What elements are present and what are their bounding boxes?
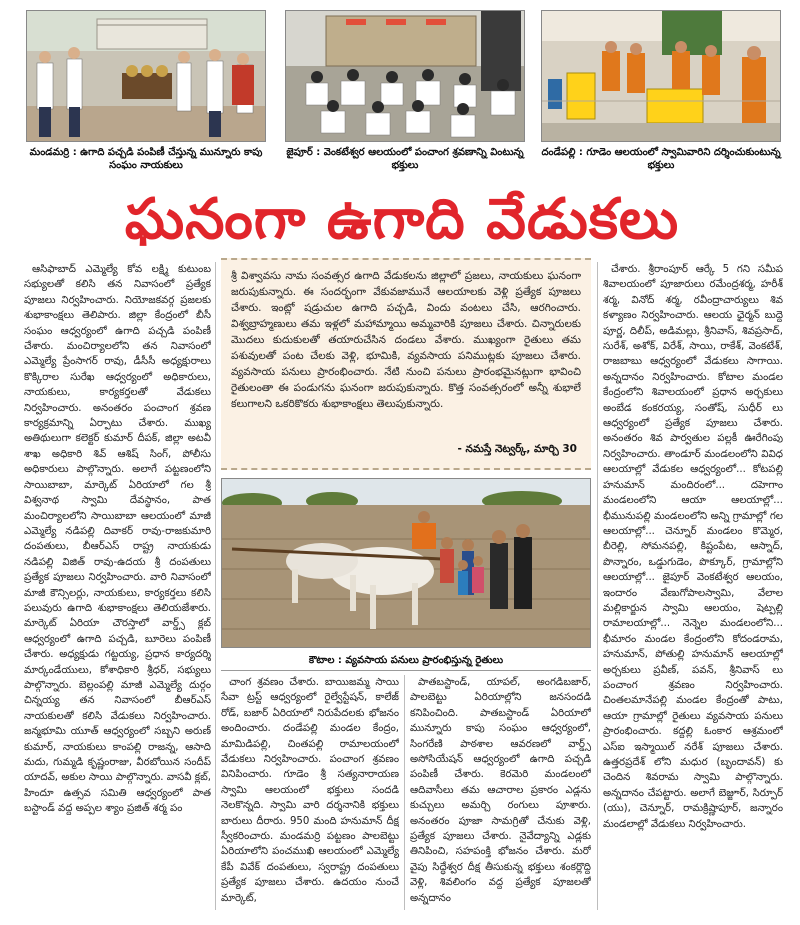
article-text: చేశారు. శ్రీరాంపూర్ ఆర్కే 5 గని సమీప శివాలయంలో పూజారులు రమేంద్రశర్మ, హరీశ్ శర్మ, వినోద్ శర్మ, రవీంద్రాచార్యులు శివ కళ్యాణం నిర్వహించారు. ఆలయ ఛైర్మన్ బుద్దె పూర్ణ, దిలీప్, అడిమల్లు, శ్రీనివాస్, శివప్రసాద్, సురేశ్, అశోక్, విరేశ్, సాయి, రాకేశ్, వెంకటేశ్, రాజబాబు ఆధ్వర్యంలో వేడుకలు సాగాయి. అన్నదానం నిర్వహించారు. కోటాల మండల కేంద్రంలోని శివాలయంలో ప్రధాన అర్చకులు అంబేడ కంకరయ్య, సంతోష్, సుధీర్ లు ఆధ్వర్యంలో ప్రత్యేక పూజలు చేశారు. అనంతరం శివ పార్వతుల పల్లకీ ఊరేగింపు నిర్వహించారు. తాండూర్ మండలంలోని వివిధ ఆలయాల్లో వేడుకల ఆధ్వర్యంలో... కోటపల్లి హనుమాన్ మందిరంలో... దహెగాం మండలంలోని ఆయా ఆలయాల్లో... భీమునుపల్లి మండలంలోని అన్ని గ్రామాల్లో గల ఆలయాల్లో... చెన్నూర్ మండలం కొమ్మెర, బీరెల్లి, సోమనపల్లి, కిష్టంపేట, ఆస్నాద్, పొన్నారం, ఒడ్డుగుడెం, పొక్కూర్, గ్రామాల్లోని ఆలయాల్లో... జైపూర్ వెంకటేశ్వర ఆలయం, ఇందారం వేణుగోపాలస్వామి, వేలాల మల్లికార్జున స్వామి ఆలయం, షెట్పల్లి రామాలయాల్లో... నెన్నెల మండలంలోని... భీమారం మండల కేంద్రంలోని కోదండరామ, హనుమాన్, పోతుల్లి హనుమాన్ ఆలయాల్లో అర్చకులు ప్రవీణ్, పవన్, శ్రీనివాస్ లు పంచాంగ శ్రవణం నిర్వహించారు. చింతలమానేపల్లి మండల కేంద్రంతో పాటు, ఆయా గ్రామాల్లో రైతులు వ్యవసాయ పనులు ప్రారంభించారు. కద్దల్లి ఓంకార ఆశ్రమంలో ఎస్ఐ ఇస్మాయిల్ నరేశ్ పూజలు చేశారు. ఉత్తరప్రదేశ్ లోని మధుర (బృందావన్) కు చెందిన శివరామ స్వామి పాల్గొన్నారు. అన్నదానం చేపట్టారు. అలాగే బెజ్జూర్, సిర్పూర్ (యు), చెన్నూర్, రామక్రిష్ణాపూర్, జన్నారం మండలాల్లో వేడుకలు నిర్వహించారు. (603, 264, 783, 830)
column-divider (597, 262, 598, 910)
article-text: పాతబస్టాండ్, యాపల్, అంగడిబజార్, పాలబెట్టు ఏరియాల్లోని జనసందడి కనిపించింది. పాతబస్టాండ్ ఏరియాలో మున్నూరు కాపు సంఘం ఆధ్వర్యంలో, సింగరేణి పాఠశాల ఆవరణలో వార్డ్స్ అసోసియేషన్ ఆధ్వర్యంలో ఉగాది పచ్చడి పంపిణీ చేశారు. కెరమెరి మండలంలో ఆదివాసీలు తమ ఆచారాల ప్రకారం ఎడ్లను కుచ్చులు అమర్చి రంగులు పూశారు. అనంతరం పూజా సామగ్రితో చేనుకు వెళ్లి, ప్రత్యేక పూజలు చేశారు. నైవేద్యాన్ని ఎడ్లకు తినిపించి, సహపంక్తి భోజనం చేశారు. మరో వైపు సిద్ధేశ్వర దీక్ష తీసుకున్న భక్తులు శంకర్లొద్ది వెళ్లి, శివలింగం వద్ద ప్రత్యేక పూజలతో అన్నదానం (410, 677, 591, 904)
article-column-left (24, 262, 211, 910)
photo-farmers-ploughing (221, 478, 591, 648)
photo-ugadi-pachadi-distribution (26, 10, 266, 142)
photo-rule (221, 670, 591, 671)
column-divider (215, 262, 216, 910)
photo-caption: మండమర్రి : ఉగాది పచ్చడి పంపిణీ చేస్తున్న మున్నూరు కాపు సంఘం నాయకులు (29, 147, 263, 171)
photo-caption: జైపూర్ : వెంకటేశ్వర ఆలయంలో పంచాంగ శ్రవణాన్ని వింటున్న భక్తులు (286, 147, 524, 171)
article-text: ఆసిఫాబాద్ ఎమ్మెల్యే కోవ లక్ష్మి కుటుంబ సభ్యులతో కలిసి తన నివాసంలో ప్రత్యేక పూజలు నిర్వహించారు. నియోజకవర్గ ప్రజలకు శుభాకాంక్షలు తెలిపారు. జిల్లా కేంద్రంలో బీసీ సంఘం ఆధ్వర్యంలో ఉగాది పచ్చడి పంపిణీ చేశారు. మంచిర్యాలలోని తన నివాసంలో ఎమ్మెల్యే ప్రేంసాగర్ రావు, డీసీసీ అధ్యక్షురాలు కొక్కిరాల సురేఖ ఆధ్వర్యంలో అధికారులు, నాయకులు, కార్యకర్తలతో వేడుకలు నిర్వహించారు. అనంతరం పంచాంగ శ్రవణ కార్యక్రమాన్ని ఏర్పాటు చేశారు. ముఖ్య అతిథులుగా కలెక్టర్ కుమార్ దీపక్, జిల్లా అటవీ శాఖ అధికారి శివ్ ఆశిష్ సింగ్, పోలీసు అధికారులు పాల్గొన్నారు. అలాగే పట్టణంలోని సాయిబాబా, మార్కెట్ ఏరియాలో గల శ్రీ విశ్వనాథ స్వామి దేవస్థానం, పాత మంచిర్యాలలోని సాయిబాబా ఆలయంలో మాజీ ఎమ్మెల్యే నడిపల్లి దివాకర్ రావు-రాజకుమారి దంపతులు, బీఆర్ఎస్ రాష్ట్ర నాయకుడు నడిపల్లి విజిత్ రావు-ఉదయ శ్రీ దంపతులు ప్రత్యేక పూజలు నిర్వహించారు. వారి నివాసంలో మాజీ కౌన్సిలర్లు, నాయకులు, కార్యకర్తలు కలిసి పలువురు ఉగాది శుభాకాంక్షలు తెలియజేశారు. మార్కెట్ ఏరియా చౌరస్తాలో వార్డ్స్ క్లబ్ ఆధ్వర్యంలో ఉగాది పచ్చడి, బూరెలు పంపిణీ చేశారు. అధ్యక్షుడు గట్టయ్య, ప్రధాన కార్యదర్శి మార్కండేయులు, కోశాధికారి శ్రీధర్, సభ్యులు పాల్గొన్నారు. బెల్లంపల్లి మాజీ ఎమ్మెల్యే దుర్గం చిన్నయ్య తన నివాసంలో బీఆర్ఎస్ నాయకులతో కలిసి వేడుకలు నిర్వహించారు. జన్మభూమి యూత్ ఆధ్వర్యంలో సబ్బని అరుణ్ కుమార్, నాయకులు కాంపల్లి రాజన్న, ఆసాది మదు, గుమ్మడి కృష్ణంరాజు, వీరబోయిన సందీప్ యాదవ్, అకుల సాయి పాల్గొన్నారు. వాసవీ క్లబ్, హిందూ ఉత్సవ సమితి ఆధ్వర్యంలో పాత బస్టాండ్ వద్ద అప్పల శ్యాం ప్రజిత్ శర్మ పం (24, 264, 211, 815)
summary-text: శ్రీ విశ్వావసు నామ సంవత్సర ఉగాది వేడుకలను జిల్లాలో ప్రజలు, నాయకులు ఘనంగా జరుపుకున్నారు. ఈ సందర్భంగా వేకువజామునే ఆలయాలకు వెళ్లి ప్రత్యేక పూజలు చేశారు. ఇంట్లో షడ్రుచుల ఉగాది పచ్చడి, విందు వంటలు చేసి, ఆరగించారు. విశ్వబ్రాహ్మణులు తమ ఇళ్లలో మహామ్మాయి అమ్మవారికి పూజలు చేశారు. చిన్నారులకు మొదలు కుదుకులతో తయారుచేసిన దండలు వేశారు. ముఖ్యంగా రైతులు తమ పశువులతో పంట చేలకు వెళ్లి, భూమికి, వ్యవసాయ పనిముట్లకు పూజలు చేశారు. వ్యవసాయ పనులు ప్రారంభించారు. నేటి నుంచి పనులు ప్రారంభమైనట్లుగా భావించి రైతులంతా ఈ పండుగను ఘనంగా జరుపుకున్నారు. కొత్త సంవత్సరంలో అన్నీ శుభాలే కలుగాలని ఒకరికొకరు శుభాకాంక్షలు తెలుపుకున్నారు. (231, 270, 581, 410)
summary-box (221, 258, 591, 470)
article-column-middle-left (221, 675, 399, 910)
column-divider (404, 675, 405, 910)
photo-caption: కౌటాల : వ్యవసాయ పనులు ప్రారంభిస్తున్న రైతులు (308, 655, 504, 666)
photo-temple-devotees (541, 10, 781, 142)
article-column-middle-right (410, 675, 591, 910)
photo-caption: దండేపల్లి : గూడెం ఆలయంలో స్వామివారిని దర్శించుకుంటున్న భక్తులు (541, 147, 781, 171)
photo-panchanga-sravanam (285, 10, 525, 142)
article-text: చాంగ శ్రవణం చేశారు. బాయిజమ్మ సాయి సేవా ట్రస్ట్ ఆధ్వర్యంలో రైల్వేస్టేషన్, కాలేజ్ రోడ్, బజార్ ఏరియాలో నిరుపేదలకు భోజనం అందించారు. దండేపల్లి మండల కేంద్రం, మామిడిపల్లి, చింతపల్లి రామాలయంలో వేడుకలు నిర్వహించారు. పంచాంగ శ్రవణం వినిపించారు. గూడెం శ్రీ సత్యనారాయణ స్వామి ఆలయంలో భక్తులు సందడి నెలకొన్నది. స్వామి వారి దర్శనానికి భక్తులు బారులు దీరారు. 950 మంది హనుమాన్ దీక్ష స్వీకరించారు. మండమర్రి పట్టణం పాలబెట్టు ఏరియాలోని పంచముఖి ఆలయంలో ఎమ్మెల్యే కేపీ వివేక్ దంపతులు, స్వరాష్ట్ర దంపతులు ప్రత్యేక పూజలు చేశారు. ఉదయం నుంచే మార్కెట్, (221, 677, 399, 904)
byline: - నమస్తే నెట్వర్క్, మార్చి 30 (457, 443, 577, 455)
article-column-right (603, 262, 783, 910)
headline: ఘనంగా ఉగాది వేడుకలు (124, 188, 680, 252)
